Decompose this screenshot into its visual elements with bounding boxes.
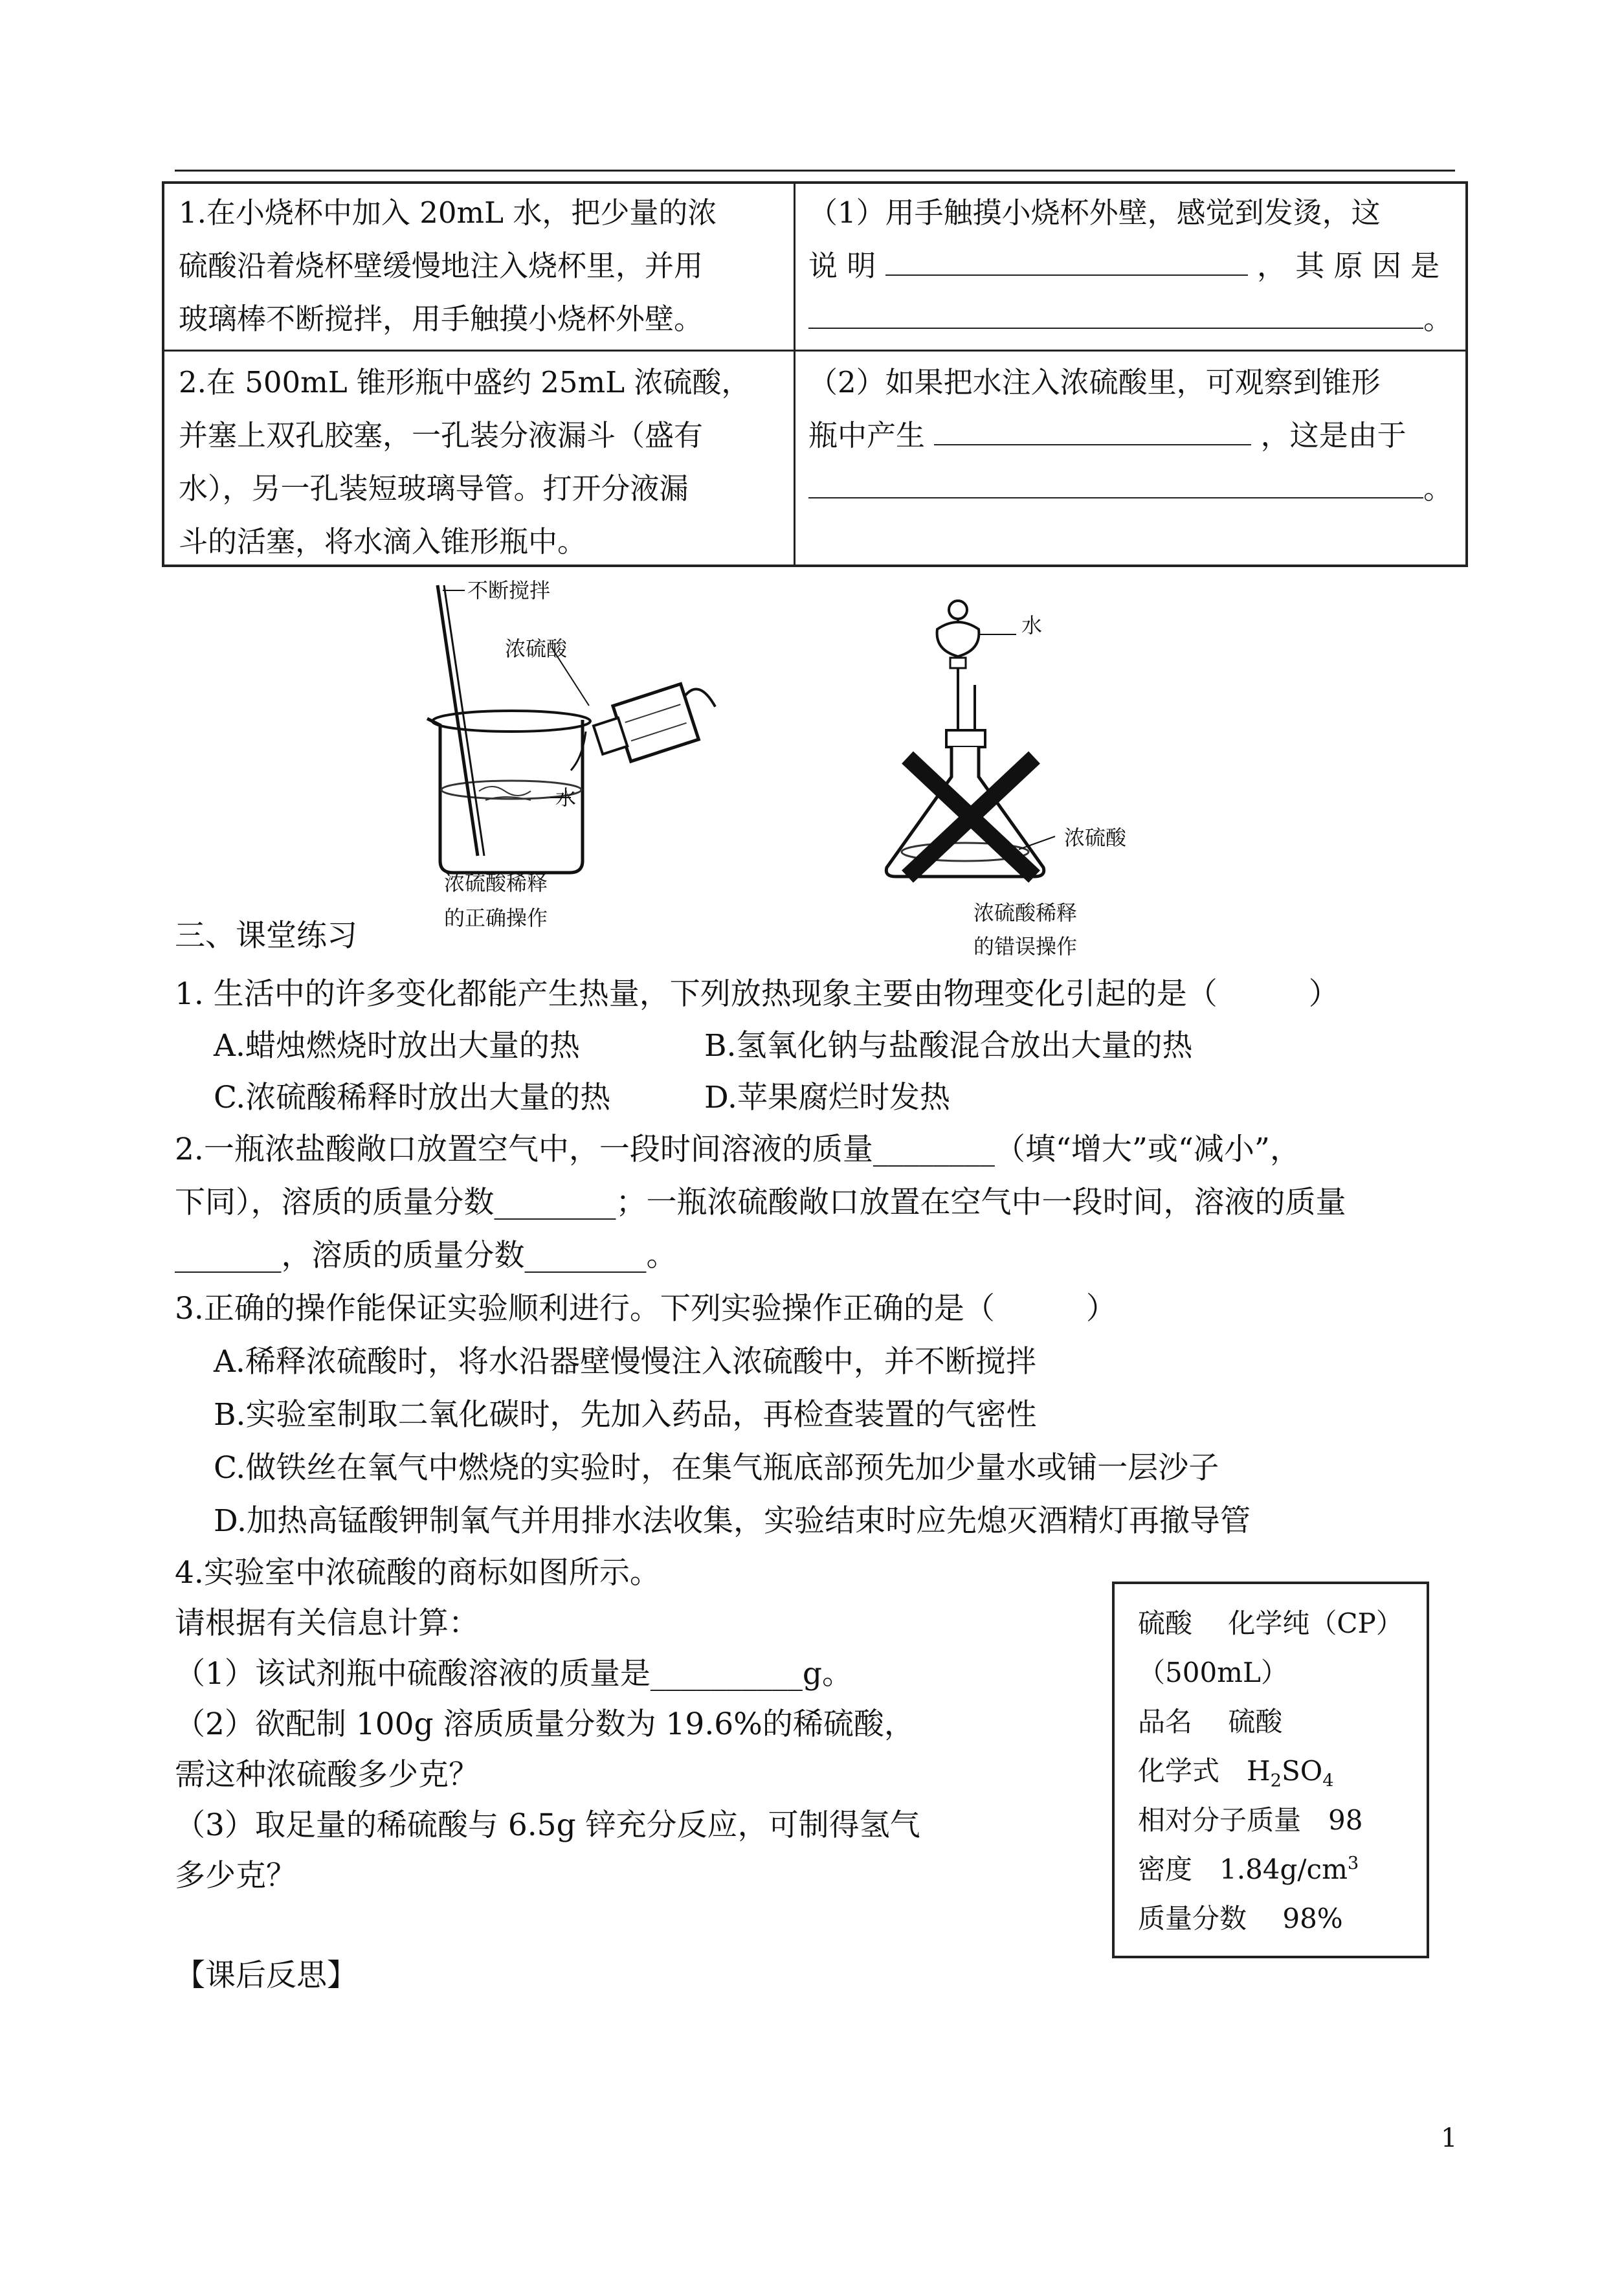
label-row-mass-fraction: 质量分数 98% xyxy=(1138,1903,1343,1934)
q4-line-3: （1）该试剂瓶中硫酸溶液的质量是__________g。 xyxy=(175,1656,852,1692)
label-water: 水 xyxy=(555,785,577,810)
q2-line-1: 2.一瓶浓盐酸敞口放置空气中，一段时间溶液的质量________（填“增大”或“减小”， xyxy=(175,1132,1300,1167)
answer-blank[interactable] xyxy=(808,467,1423,498)
answer-blank[interactable] xyxy=(808,298,1423,329)
table-row-2-procedure: 2.在 500mL 锥形瓶中盛约 25mL 浓硫酸， 并塞上双孔胶塞，一孔装分液漏斗（盛有 水），另一孔装短玻璃导管。打开分液漏 斗的活塞，将水滴入锥形瓶中。 xyxy=(179,365,751,559)
label-row-formula: 化学式 $H_2SO_4$ xyxy=(1138,1755,1334,1791)
table-row-1-question: （1）用手触摸小烧杯外壁，感觉到发烫，这 说 明 ， 其 原 因 是 。 xyxy=(808,196,1453,336)
answer-blank[interactable] xyxy=(934,414,1251,445)
q1-option-c: C.浓硫酸稀释时放出大量的热 xyxy=(214,1080,611,1115)
q2-line-2: 下同），溶质的质量分数________；一瓶浓硫酸敞口放置在空气中一段时间，溶液的质量 xyxy=(175,1185,1346,1220)
reflection-heading: 【课后反思】 xyxy=(175,1958,357,1993)
page-number: 1 xyxy=(1441,2123,1458,2153)
q3-stem: 3.正确的操作能保证实验顺利进行。下列实验操作正确的是（ ） xyxy=(175,1291,1117,1326)
q3-option-b: B.实验室制取二氧化碳时，先加入药品，再检查装置的气密性 xyxy=(214,1397,1037,1433)
q1-stem: 1. 生活中的许多变化都能产生热量，下列放热现象主要由物理变化引起的是（ ） xyxy=(175,976,1339,1012)
q3-option-a: A.稀释浓硫酸时，将水沿器壁慢慢注入浓硫酸中，并不断搅拌 xyxy=(214,1344,1036,1380)
q1-option-b: B.氢氧化钠与盐酸混合放出大量的热 xyxy=(704,1028,1193,1064)
reagent-label-box xyxy=(1112,1582,1429,1958)
label-row-name: 硫酸 化学纯（CP） xyxy=(1138,1607,1403,1639)
q4-line-1: 4.实验室中浓硫酸的商标如图所示。 xyxy=(175,1555,660,1591)
label-stirring: 不断搅拌 xyxy=(467,578,551,603)
label-row-product: 品名 硫酸 xyxy=(1138,1706,1283,1738)
q4-line-4: （2）欲配制 100g 溶质质量分数为 19.6%的稀硫酸， xyxy=(175,1706,915,1742)
label-row-density: 密度 $1.84g/cm^3$ xyxy=(1138,1853,1359,1885)
table-row-divider xyxy=(164,350,1465,352)
table-row-2-question: （2）如果把水注入浓硫酸里，可观察到锥形 瓶中产生 ，这是由于 。 xyxy=(808,365,1453,506)
q3-option-d: D.加热高锰酸钾制氧气并用排水法收集，实验结束时应先熄灭酒精灯再撤导管 xyxy=(214,1503,1251,1539)
q4-line-2: 请根据有关信息计算： xyxy=(175,1605,479,1641)
answer-blank[interactable] xyxy=(885,245,1248,276)
caption-wrong-line2: 的错误操作 xyxy=(973,934,1078,959)
label-water-funnel: 水 xyxy=(1021,613,1043,638)
q4-line-5: 需这种浓硫酸多少克？ xyxy=(175,1757,479,1793)
q3-option-c: C.做铁丝在氧气中燃烧的实验时，在集气瓶底部预先加少量水或铺一层沙子 xyxy=(214,1450,1219,1486)
caption-wrong-line1: 浓硫酸稀释 xyxy=(973,900,1078,925)
table-column-divider xyxy=(794,184,795,565)
label-row-volume: （500mL） xyxy=(1138,1657,1288,1688)
correct-dilution-figure xyxy=(401,576,764,880)
caption-correct-line2: 的正确操作 xyxy=(444,906,548,930)
q4-line-6: （3）取足量的稀硫酸与 6.5g 锌充分反应，可制得氢气 xyxy=(175,1807,920,1843)
caption-correct-line1: 浓硫酸稀释 xyxy=(444,871,548,895)
label-concentrated-acid: 浓硫酸 xyxy=(505,636,568,661)
experiment-table xyxy=(162,181,1468,567)
q1-option-d: D.苹果腐烂时发热 xyxy=(704,1080,950,1115)
section-title: 三、课堂练习 xyxy=(175,918,357,954)
q2-line-3: _______，溶质的质量分数________。 xyxy=(175,1238,677,1273)
q1-option-a: A.蜡烛燃烧时放出大量的热 xyxy=(214,1028,580,1064)
q4-line-7: 多少克？ xyxy=(175,1858,296,1894)
table-row-1-procedure: 1.在小烧杯中加入 20mL 水，把少量的浓 硫酸沿着烧杯壁缓慢地注入烧杯里，并用 玻璃棒不断搅拌，用手触摸小烧杯外壁。 xyxy=(179,196,717,336)
label-concentrated-acid-flask: 浓硫酸 xyxy=(1064,825,1127,850)
header-rule xyxy=(175,170,1455,172)
label-row-molar-mass: 相对分子质量 98 xyxy=(1138,1804,1363,1836)
